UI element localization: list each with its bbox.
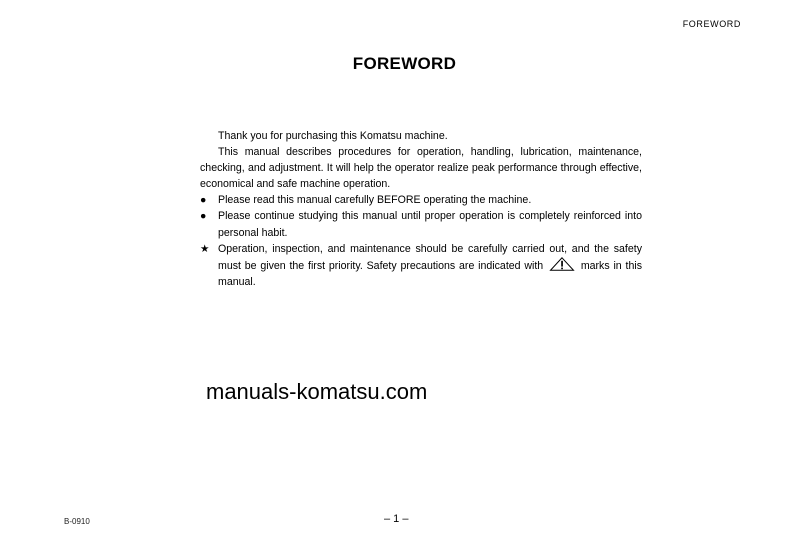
safety-note-text — [218, 241, 642, 290]
page-number: – 1 – — [384, 513, 409, 525]
bullet-icon: ● — [200, 194, 207, 207]
bullet-text: Please continue studying this manual until proper operation is completely reinforced into personal habit. — [218, 210, 642, 239]
safety-note-text-after: marks in this manual. — [218, 259, 642, 288]
watermark-link[interactable]: manuals-komatsu.com — [206, 379, 428, 404]
description-paragraph: This manual describes procedures for operation, handling, lubrication, maintenance, checking, and adjustment. It will help the operator realize peak performance through effective, economical and safe machine operation. — [200, 146, 642, 191]
intro-paragraph: Thank you for purchasing this Komatsu machine. — [218, 130, 448, 142]
list-item — [200, 208, 642, 240]
bullet-text: Please read this manual carefully BEFORE operating the machine. — [218, 194, 532, 207]
warning-triangle-icon — [549, 257, 575, 271]
list-item — [200, 192, 642, 208]
running-header: FOREWORD — [682, 19, 741, 29]
bullet-icon: ● — [200, 210, 207, 223]
document-code: B-0910 — [64, 517, 90, 526]
page-title: FOREWORD — [352, 54, 457, 73]
safety-note — [200, 241, 642, 290]
foreword-body — [200, 128, 642, 290]
safety-note-text-before: Operation, inspection, and maintenance should be carefully carried out, and the safety must be given the first priority. Safety precautions are indicated with — [218, 242, 642, 272]
star-icon: ★ — [200, 242, 210, 255]
